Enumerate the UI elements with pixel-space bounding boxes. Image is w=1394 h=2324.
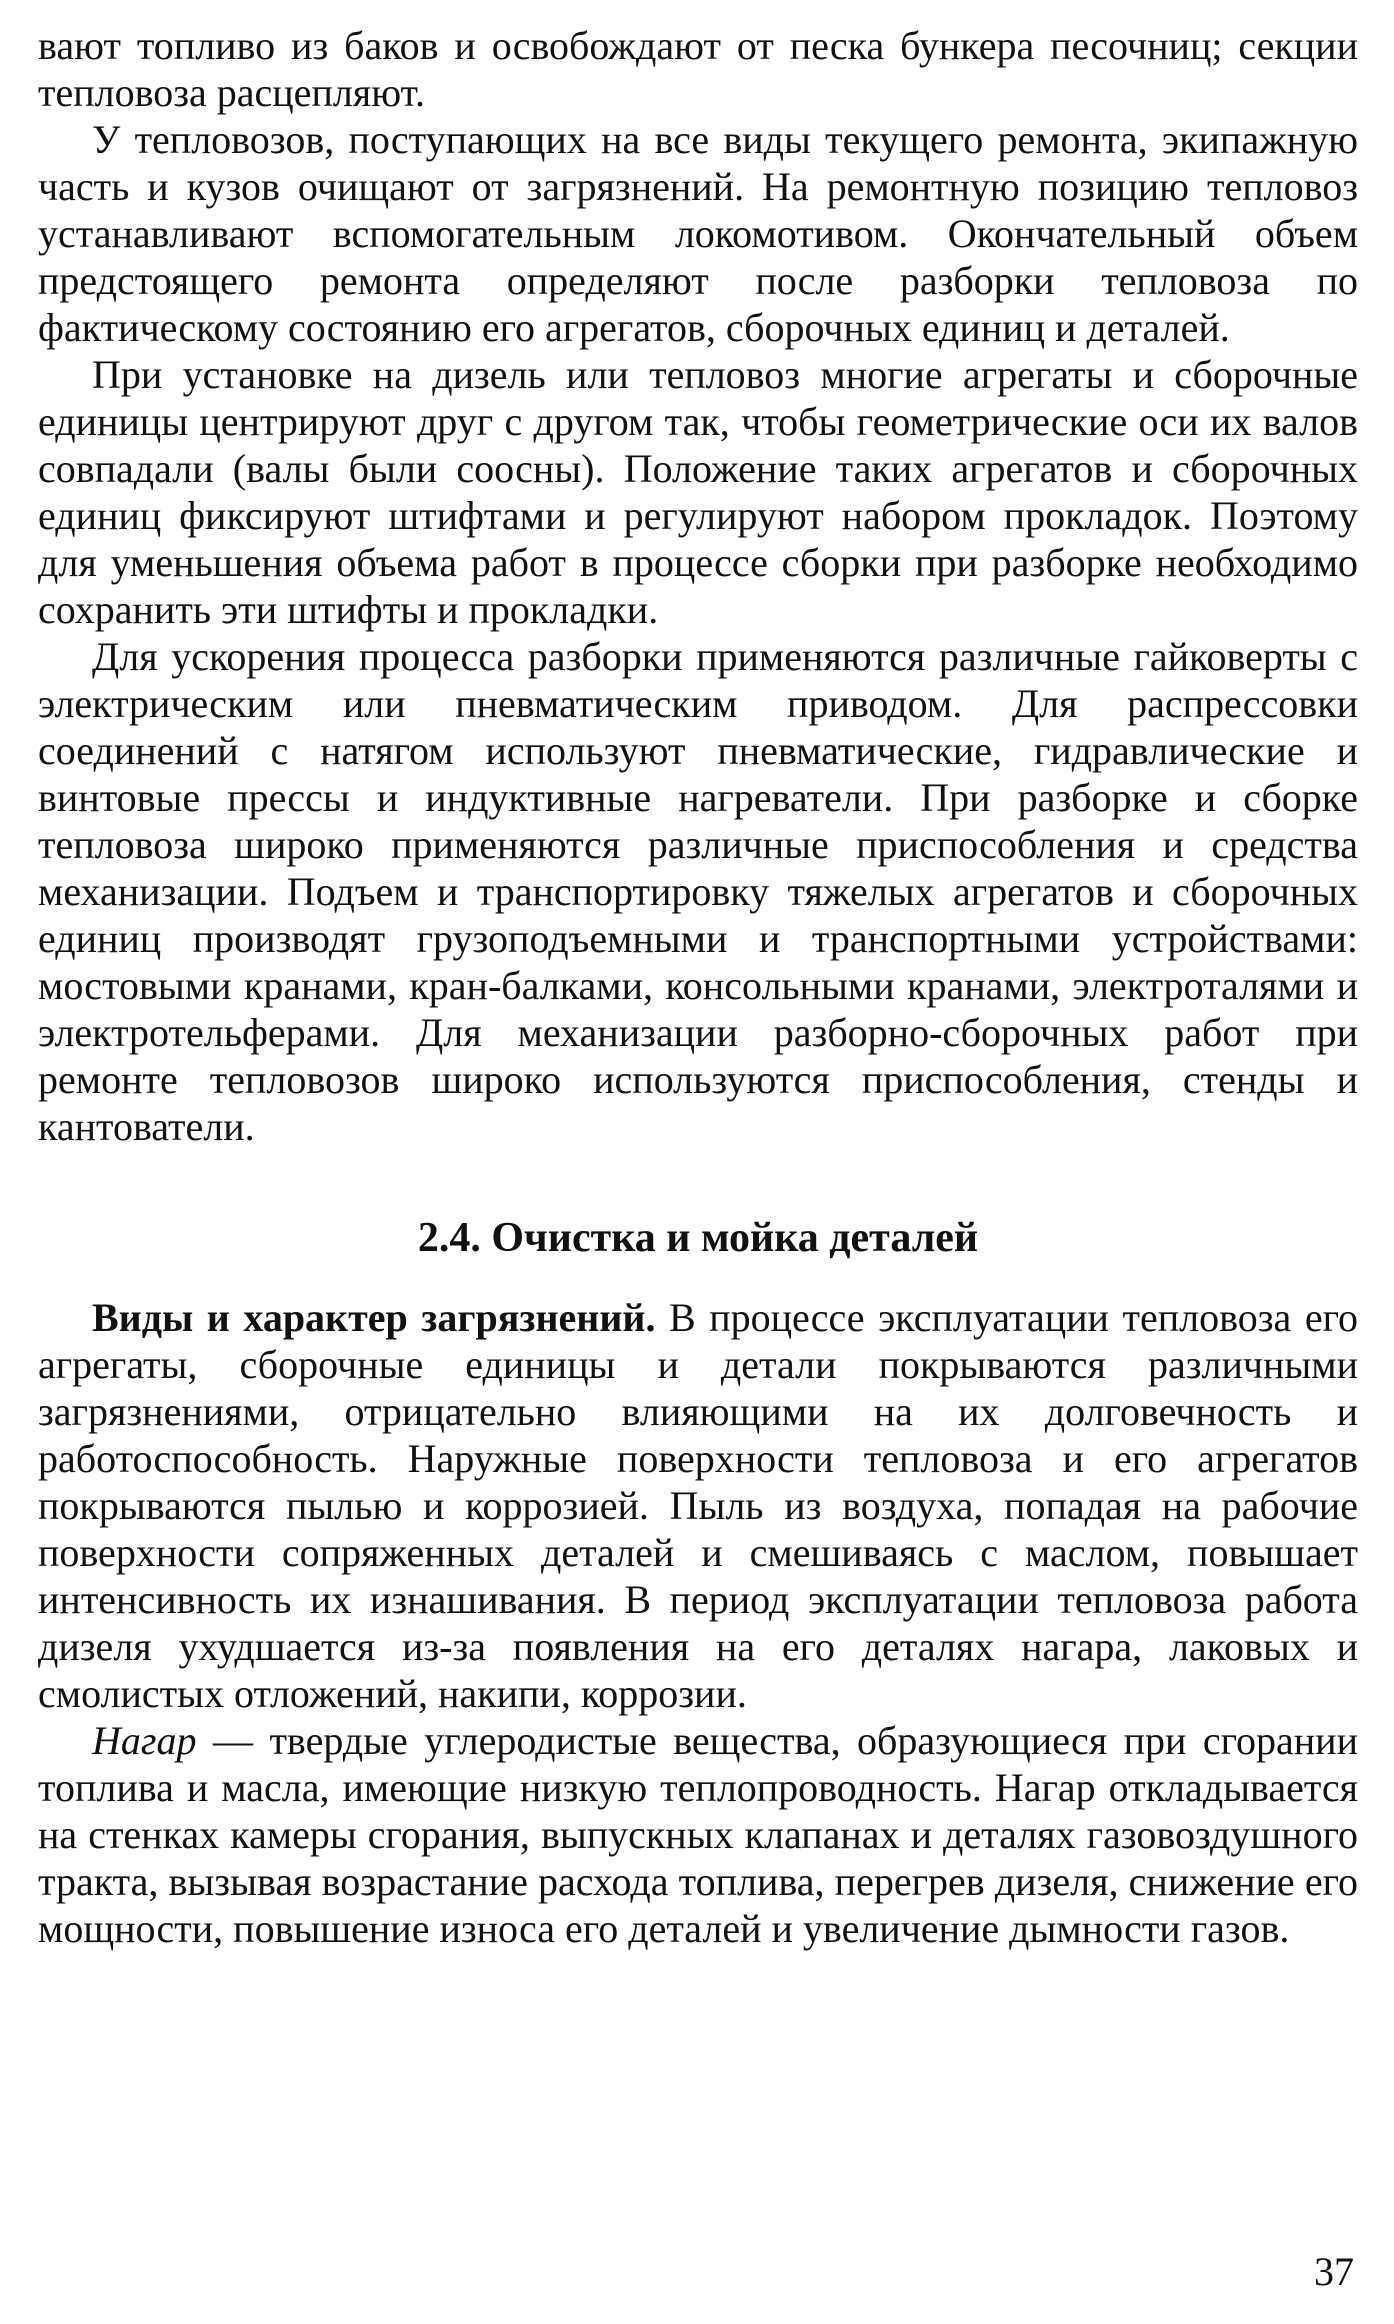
paragraph-alignment: При установке на дизель или тепловоз многие агрегаты и сборочные единицы центрируют друг с другом так, чтобы геометрические оси их валов совпадали (валы были соосны). Положение таких агрегатов и сборочных единиц фиксируют штифтами и регулируют набором прокладок. Поэтому для уменьшения объема работ в процессе сборки при разборке необходимо сохранить эти штифты и прокладки. [38,352,1358,632]
paragraph-lead-italic: Нагар [92,1718,197,1763]
paragraph-text: В процессе эксплуатации тепловоза его агрегаты, сборочные единицы и детали покрываются различными загрязнениями, отрицательно влияющими на их долговечность и работоспособность. Наружные поверхности тепловоза и его агрегатов покрываются пылью и коррозией. Пыль из воздуха, попадая на рабочие поверхности сопряженных деталей и смешиваясь с маслом, повышает интенсивность их изнашивания. В период эксплуатации тепловоза работа дизеля ухудшается из-за появления на его деталях нагара, лаковых и смолистых отложений, накипи, коррозии. [38,1295,1358,1716]
paragraph-cleaning: У тепловозов, поступающих на все виды текущего ремонта, экипажную часть и кузов очищают от загрязнений. На ремонтную позицию тепловоз устанавливают вспомогательным локомотивом. Окончательный объем предстоящего ремонта определяют после разборки тепловоза по фактическому состоянию его агрегатов, сборочных единиц и деталей. [38,117,1358,350]
page-number: 37 [1314,2249,1354,2294]
paragraph-soot [38,1717,1358,1952]
paragraph-lead-bold: Виды и характер загрязнений. [92,1295,656,1340]
section-heading: 2.4. Очистка и мойка деталей [417,1215,979,1261]
page-body [38,22,1358,1952]
paragraph-contamination [38,1294,1358,1717]
paragraph-continuation: вают топливо из баков и освобождают от песка бункера песочниц; секции тепловоза расцепляют. [38,23,1358,115]
paragraph-tools: Для ускорения процесса разборки применяются различные гайковерты с электрическим или пневматическим приводом. Для распрессовки соединений с натягом используют пневматические, гидравлические и винтовые прессы и индуктивные нагреватели. При разборке и сборке тепловоза широко применяются различные приспособления и средства механизации. Подъем и транспортировку тяжелых агрегатов и сборочных единиц производят грузоподъемными и транспортными устройствами: мостовыми кранами, кран-балками, консольными кранами, электроталями и электротельферами. Для механизации разборно-сборочных работ при ремонте тепловозов широко используются приспособления, стенды и кантователи. [38,634,1358,1149]
paragraph-text: — твердые углеродистые вещества, образующиеся при сгорании топлива и масла, имеющие низкую теплопроводность. Нагар откладывается на стенках камеры сгорания, выпускных клапанах и деталях газовоздушного тракта, вызывая возрастание расхода топлива, перегрев дизеля, снижение его мощности, повышение износа его деталей и увеличение дымности газов. [38,1718,1358,1951]
